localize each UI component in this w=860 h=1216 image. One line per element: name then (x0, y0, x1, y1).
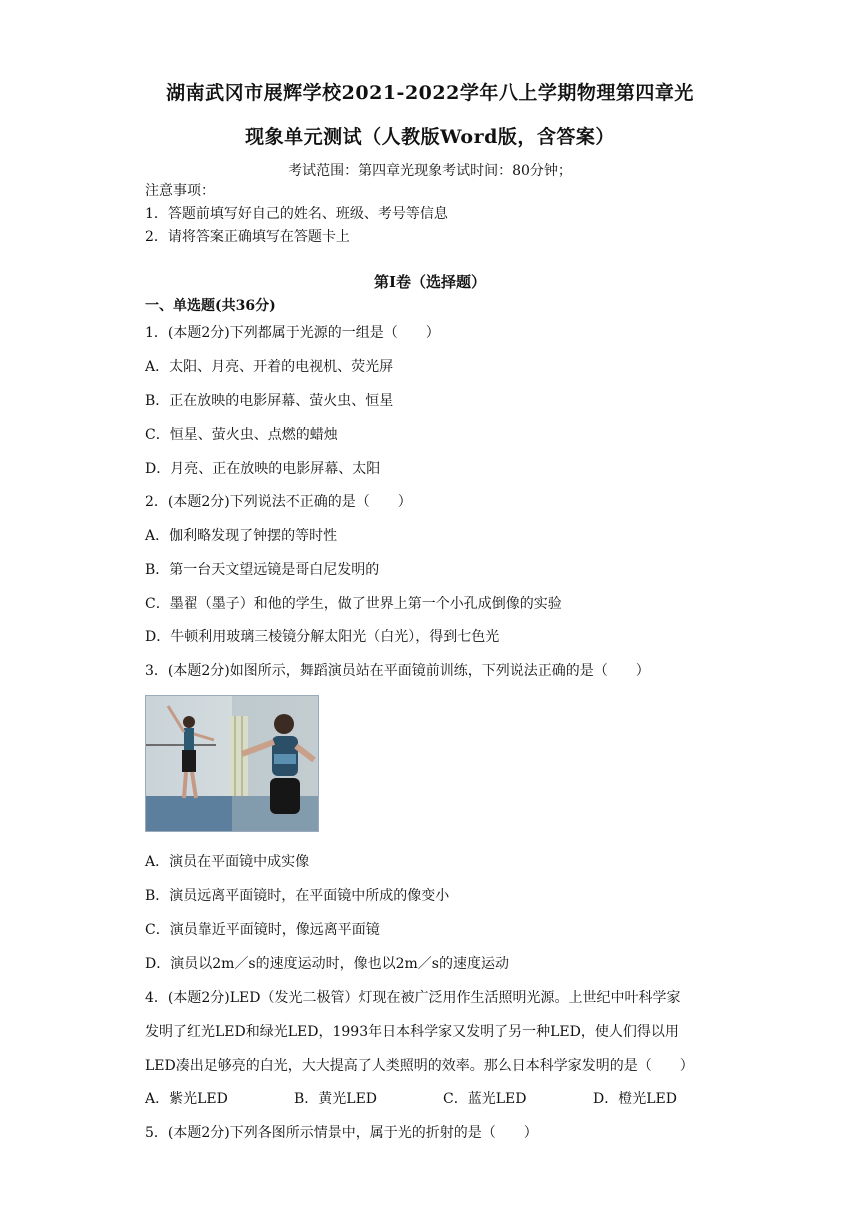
question-4-stem-line-1: 4．(本题2分)LED（发光二极管）灯现在被广泛用作生活照明光源。上世纪中叶科学家 (145, 990, 681, 1006)
question-3-option-d: D．演员以2m／s的速度运动时，像也以2m／s的速度运动 (145, 956, 509, 972)
question-2-option-a: A．伽利略发现了钟摆的等时性 (145, 528, 338, 544)
question-3-option-a: A．演员在平面镜中成实像 (145, 854, 310, 870)
section-title: 一、单选题(共36分) (145, 298, 276, 314)
question-2-option-d: D．牛顿利用玻璃三棱镜分解太阳光（白光），得到七色光 (145, 629, 500, 645)
volume-title: 第Ⅰ卷（选择题） (373, 273, 487, 291)
question-4-stem-line-2: 发明了红光LED和绿光LED，1993年日本科学家又发明了另一种LED，使人们得以用 (145, 1024, 679, 1040)
question-1-option-c: C．恒星、萤火虫、点燃的蜡烛 (145, 427, 338, 443)
document-title-line-1: 湖南武冈市展辉学校2021-2022学年八上学期物理第四章光 (166, 82, 694, 104)
document-title-line-2: 现象单元测试（人教版Word版，含答案） (245, 126, 615, 148)
question-1-option-d: D．月亮、正在放映的电影屏幕、太阳 (145, 461, 381, 477)
question-3-option-c: C．演员靠近平面镜时，像远离平面镜 (145, 922, 380, 938)
question-4-option-a: A．紫光LED (145, 1091, 228, 1107)
question-2-stem: 2．(本题2分)下列说法不正确的是（ ） (145, 494, 412, 510)
question-3-stem: 3．(本题2分)如图所示，舞蹈演员站在平面镜前训练，下列说法正确的是（ ） (145, 663, 650, 679)
question-2-option-b: B．第一台天文望远镜是哥白尼发明的 (145, 562, 380, 578)
question-2-option-c: C．墨翟（墨子）和他的学生，做了世界上第一个小孔成倒像的实验 (145, 596, 562, 612)
note-item: 2．请将答案正确填写在答题卡上 (145, 229, 350, 245)
question-4-option-b: B．黄光LED (294, 1091, 378, 1107)
notes-heading: 注意事项： (145, 183, 215, 199)
exam-info: 考试范围：第四章光现象考试时间：80分钟； (288, 163, 572, 179)
question-1-option-a: A．太阳、月亮、开着的电视机、荧光屏 (145, 359, 394, 375)
question-1-option-b: B．正在放映的电影屏幕、萤火虫、恒星 (145, 393, 394, 409)
question-4-option-c: C．蓝光LED (443, 1091, 527, 1107)
question-4-stem-line-3: LED凑出足够亮的白光，大大提高了人类照明的效率。那么日本科学家发明的是（ ） (145, 1058, 694, 1074)
dancer-mirror-photo (145, 695, 319, 832)
question-1-stem: 1．(本题2分)下列都属于光源的一组是（ ） (145, 325, 440, 341)
note-item: 1．答题前填写好自己的姓名、班级、考号等信息 (145, 206, 448, 222)
question-4-option-d: D．橙光LED (593, 1091, 677, 1107)
question-5-stem: 5．(本题2分)下列各图所示情景中，属于光的折射的是（ ） (145, 1125, 538, 1141)
question-3-option-b: B．演员远离平面镜时，在平面镜中所成的像变小 (145, 888, 450, 904)
